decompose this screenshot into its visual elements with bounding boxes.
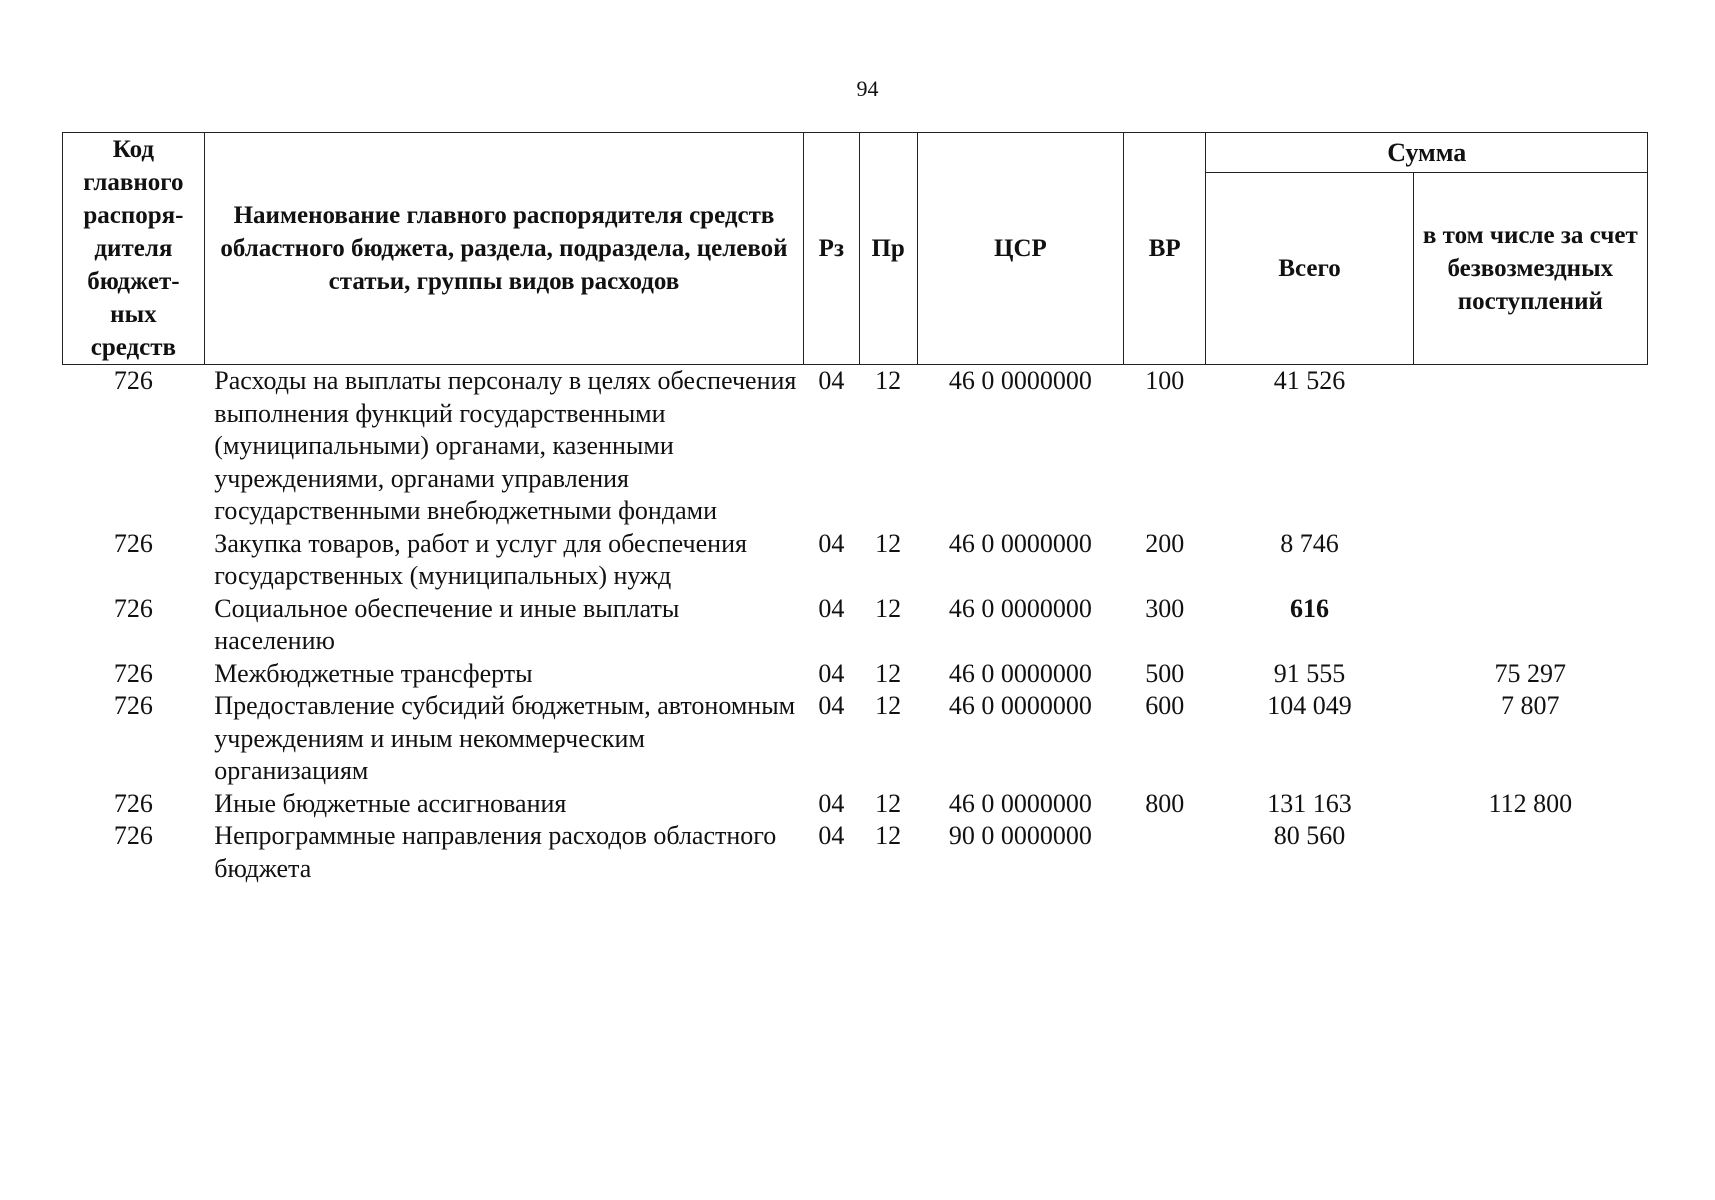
- cell-rz: 04: [818, 366, 845, 395]
- cell-name: Непрограммные направления расходов областного бюджета: [214, 821, 777, 883]
- table-row: [63, 593, 1648, 658]
- cell-csr: 46 0 0000000: [948, 788, 1092, 818]
- cell-pr: 12: [875, 691, 902, 720]
- cell-rz: 04: [818, 593, 845, 623]
- cell-total: 104 049: [1267, 691, 1352, 720]
- cell-name: Расходы на выплаты персоналу в целях обеспечения выполнения функций государственными (муниципальными) органами, казенными учреждениями, органами управления государственными внебюджетными фондами: [214, 366, 797, 525]
- cell-free: [1413, 593, 1647, 658]
- cell-rz: 04: [818, 821, 845, 850]
- cell-total: 616: [1290, 593, 1330, 623]
- header-sum: Сумма: [1206, 133, 1648, 173]
- cell-pr: 12: [875, 366, 902, 395]
- cell-pr: 12: [875, 593, 902, 623]
- cell-csr: 90 0 0000000: [948, 821, 1092, 850]
- cell-free: [1413, 820, 1647, 885]
- budget-table: [62, 132, 1648, 885]
- header-free: в том числе за счет безвозмездных поступлений: [1413, 172, 1647, 365]
- cell-free: 75 297: [1494, 658, 1567, 688]
- cell-vr: [1123, 820, 1205, 885]
- cell-free: 112 800: [1488, 788, 1573, 818]
- cell-rz: 04: [818, 788, 845, 818]
- cell-name: Закупка товаров, работ и услуг для обеспечения государственных (муниципальных) нужд: [214, 528, 747, 590]
- cell-name: Межбюджетные трансферты: [214, 658, 533, 688]
- cell-code: 726: [113, 788, 153, 818]
- cell-code: 726: [113, 691, 153, 720]
- table-row: [63, 690, 1648, 788]
- cell-rz: 04: [818, 528, 845, 558]
- cell-name: Предоставление субсидий бюджетным, автономным учреждениям и иным некоммерческим организациям: [214, 691, 796, 785]
- table-row: [63, 528, 1648, 593]
- cell-vr: 100: [1145, 366, 1185, 395]
- table-row: [63, 820, 1648, 885]
- cell-pr: 12: [875, 658, 902, 688]
- page-number: 94: [856, 76, 879, 101]
- cell-csr: 46 0 0000000: [948, 366, 1092, 395]
- cell-pr: 12: [875, 528, 902, 558]
- header-name: Наименование главного распорядителя средств областного бюджета, раздела, подраздела, целевой статьи, группы видов расходов: [204, 133, 803, 365]
- cell-free: [1413, 365, 1647, 528]
- cell-csr: 46 0 0000000: [948, 658, 1092, 688]
- cell-name: Иные бюджетные ассигнования: [214, 788, 567, 818]
- table-row: [63, 658, 1648, 691]
- header-csr: ЦСР: [917, 133, 1123, 365]
- cell-free: 7 807: [1501, 691, 1560, 720]
- header-pr: Пр: [859, 133, 917, 365]
- cell-code: 726: [113, 366, 153, 395]
- cell-vr: 500: [1145, 658, 1185, 688]
- cell-csr: 46 0 0000000: [948, 528, 1092, 558]
- header-code: Код главного распоря-дителя бюджет-ных средств: [63, 133, 205, 365]
- header-rz: Рз: [804, 133, 859, 365]
- cell-name: Социальное обеспечение и иные выплаты населению: [214, 593, 680, 655]
- cell-total: 8 746: [1280, 528, 1339, 558]
- cell-code: 726: [113, 593, 153, 623]
- header-total: Всего: [1206, 172, 1413, 365]
- cell-code: 726: [113, 658, 153, 688]
- cell-pr: 12: [875, 821, 902, 850]
- cell-free: [1413, 528, 1647, 593]
- cell-code: 726: [113, 528, 153, 558]
- cell-total: 91 555: [1273, 658, 1346, 688]
- table-header: [63, 133, 1648, 365]
- table-row: [63, 788, 1648, 821]
- cell-csr: 46 0 0000000: [948, 593, 1092, 623]
- header-vr: ВР: [1123, 133, 1205, 365]
- cell-code: 726: [113, 821, 153, 850]
- table-row: [63, 365, 1648, 528]
- cell-csr: 46 0 0000000: [948, 691, 1092, 720]
- cell-total: 80 560: [1273, 821, 1346, 850]
- cell-vr: 300: [1145, 593, 1185, 623]
- cell-vr: 600: [1145, 691, 1185, 720]
- cell-total: 41 526: [1273, 366, 1346, 395]
- table-body: [63, 365, 1648, 886]
- cell-rz: 04: [818, 658, 845, 688]
- cell-vr: 200: [1145, 528, 1185, 558]
- cell-total: 131 163: [1267, 788, 1352, 818]
- cell-vr: 800: [1145, 788, 1185, 818]
- cell-pr: 12: [875, 788, 902, 818]
- cell-rz: 04: [818, 691, 845, 720]
